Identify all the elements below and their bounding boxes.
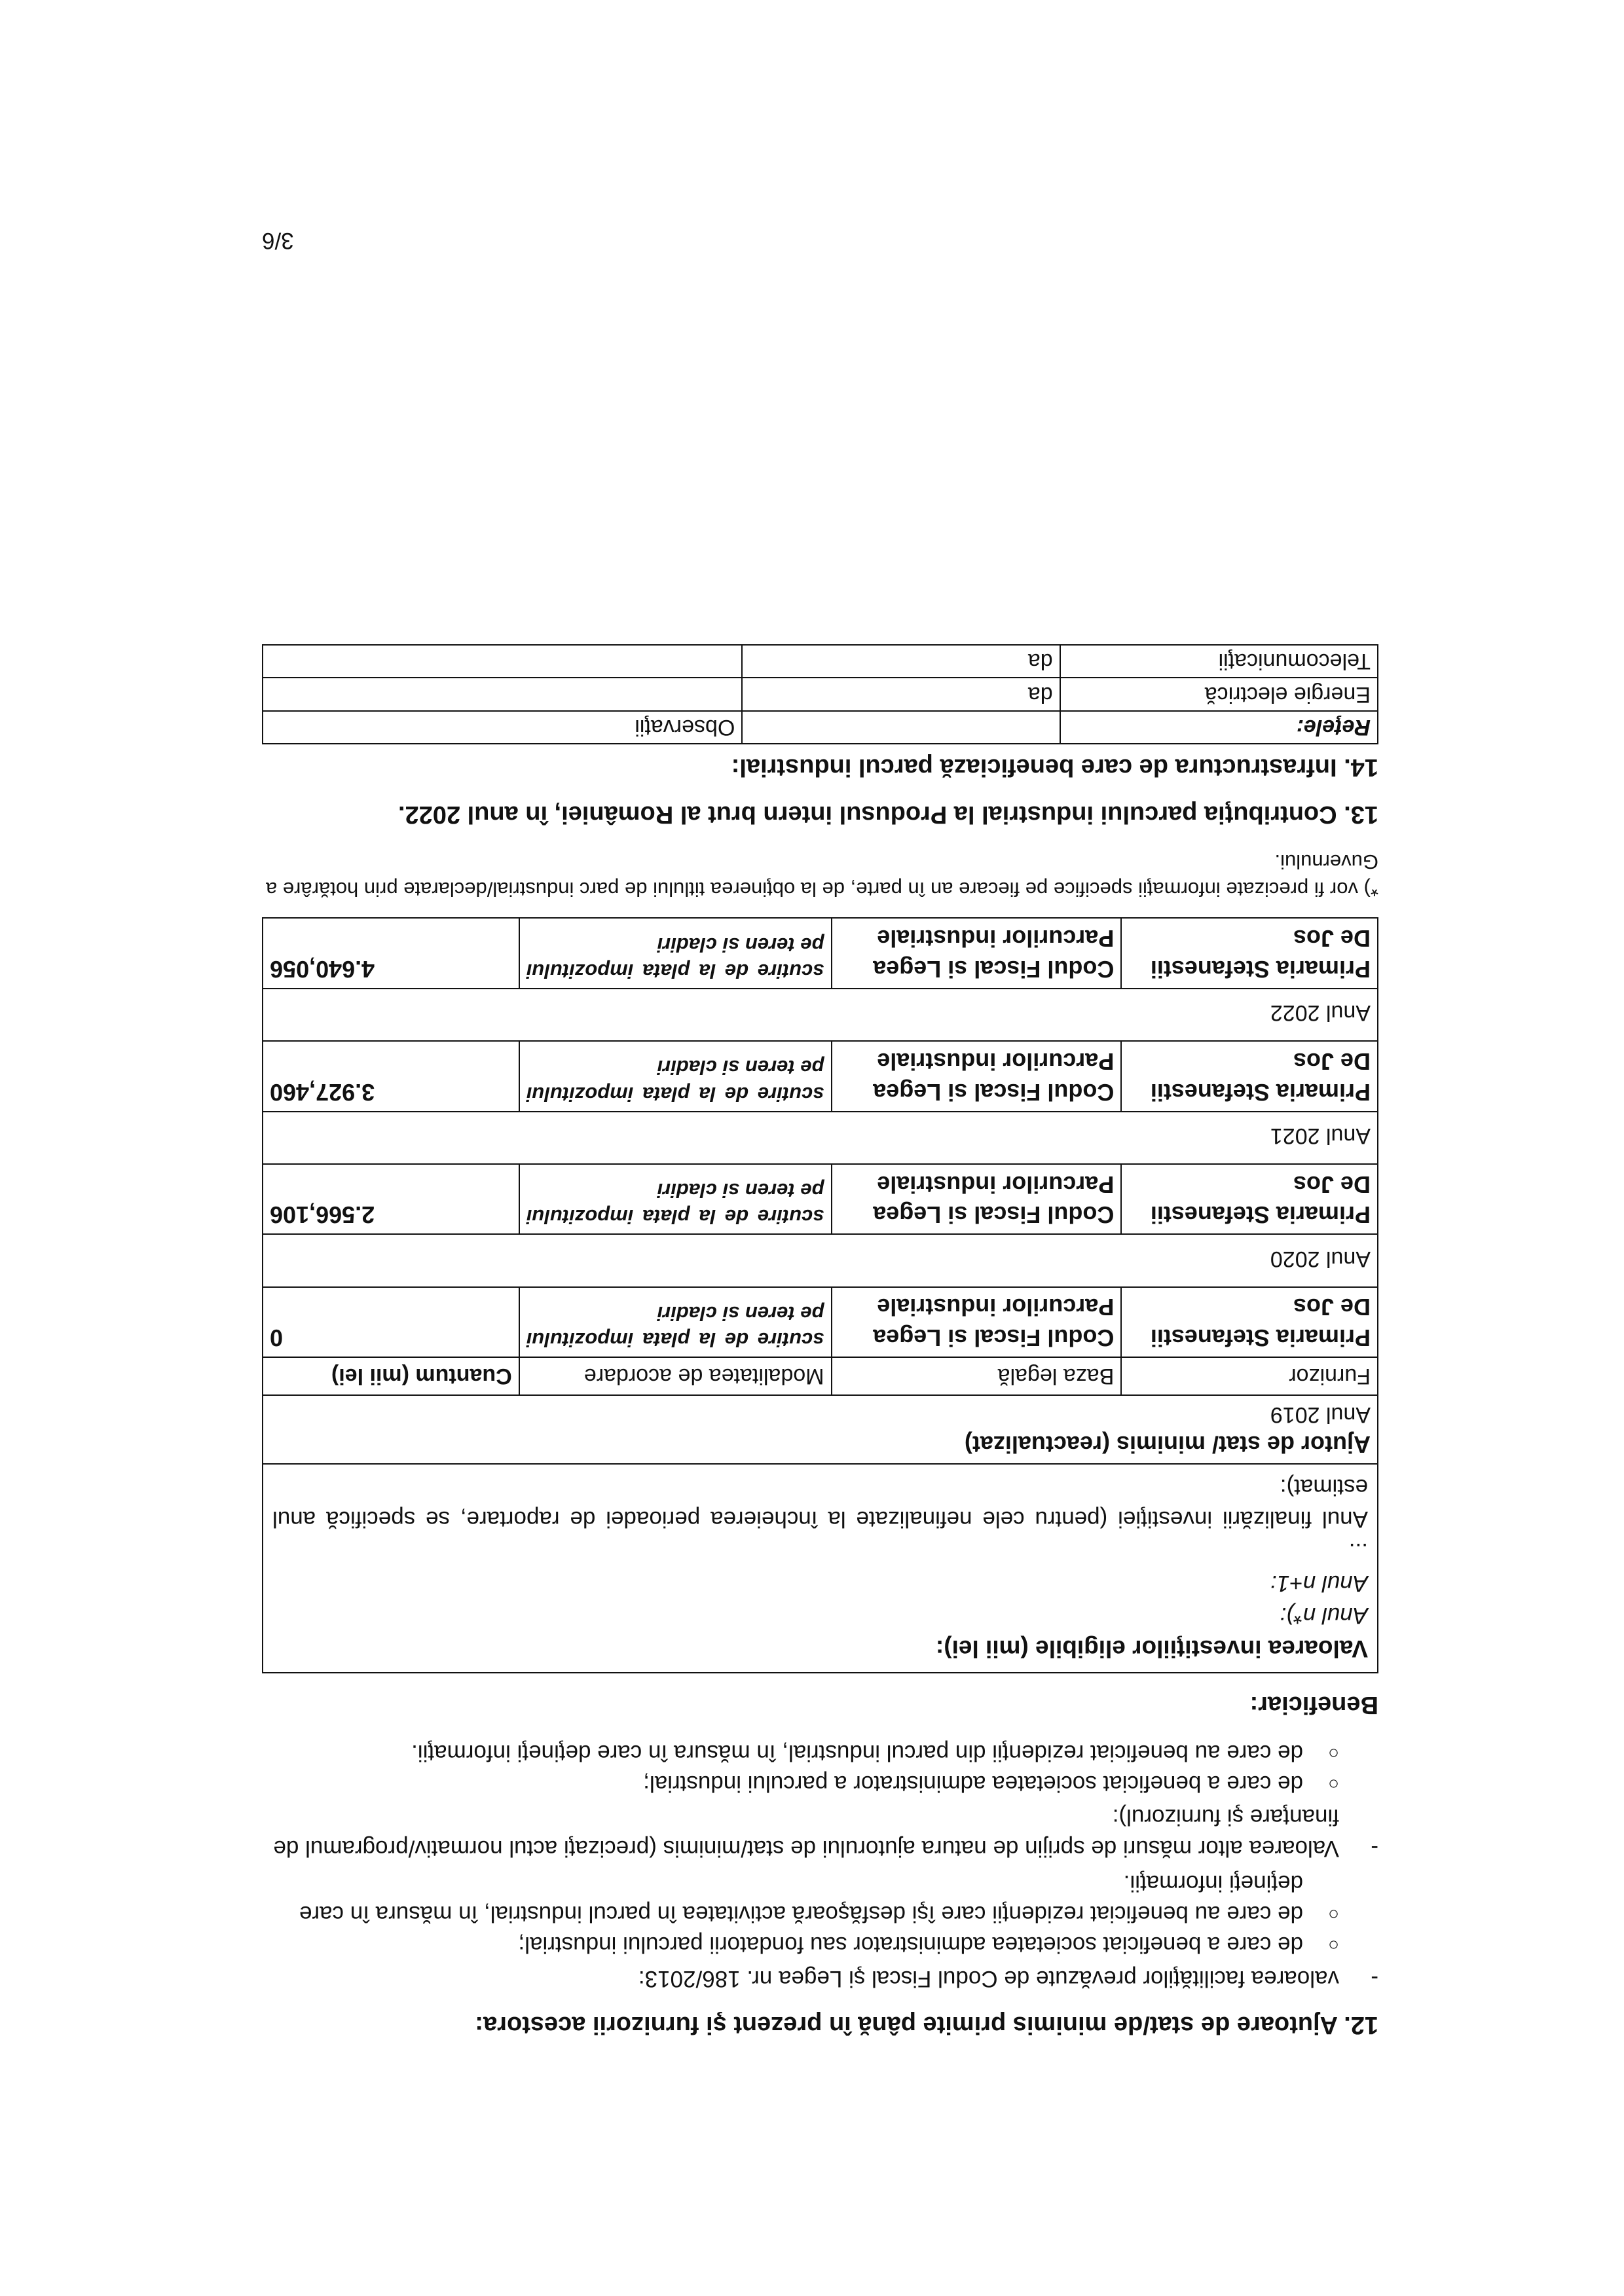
infrastructure-header-row	[263, 711, 1378, 744]
cell-cuantum: 2.566,106	[263, 1164, 519, 1235]
cell-cuantum: 0	[263, 1287, 519, 1358]
cell-cuantum: 3.927,460	[263, 1041, 519, 1112]
table-row	[263, 645, 1378, 678]
dash-item-1	[262, 1963, 1378, 1994]
section-13-title: 13. Contribuţia parcului industrial la Produsul intern brut al României, în anul 2022.	[397, 800, 1378, 828]
header-value	[742, 711, 1060, 744]
cell-baza-legala: Codul Fiscal si Legea Parcurilor industriale	[832, 918, 1122, 989]
cell-furnizor: Primaria Stefanestii De Jos	[1121, 918, 1378, 989]
sub-item	[262, 1929, 1339, 1960]
header-modalitate: Modalitatea de acordare	[519, 1357, 832, 1395]
sub-item-text: de care a beneficiat societatea administrator a parcului industrial;	[643, 1771, 1303, 1797]
investments-year-n1: Anul n+1:	[1270, 1571, 1368, 1597]
sub-item-text: de care au beneficiat rezidenţii din parcul industrial, în măsura în care deţineţi informaţii.	[411, 1740, 1303, 1766]
aid-table	[262, 917, 1378, 1463]
header-baza-legala: Baza legală	[832, 1357, 1122, 1395]
cell-furnizor: Primaria Stefanestii De Jos	[1121, 1041, 1378, 1112]
dash-item-2	[262, 1802, 1378, 1864]
sub-item	[262, 1768, 1339, 1799]
section-12-title: 12. Ajutoare de stat/de minimis primite până în prezent şi furnizorii acestora:	[475, 2011, 1378, 2039]
year-row	[263, 1112, 1378, 1164]
footnote: *) vor fi precizate informaţii specifice pe fiecare an în parte, de la obţinerea titlului de parc industrial/declarate prin hotărâre a Guvernului.	[265, 850, 1378, 902]
aid-table-title-cell	[263, 1395, 1378, 1463]
cell-network-value: da	[742, 645, 1060, 678]
beneficiar-label: Beneficiar:	[1249, 1690, 1378, 1719]
table-row	[263, 1287, 1378, 1358]
aid-table-title: Ajutor de stat/ minimis (reactualizat)	[964, 1431, 1371, 1459]
circle-bullet-icon: ○	[1328, 1774, 1339, 1795]
circle-bullet-icon: ○	[1328, 1904, 1339, 1925]
cell-network-observations	[263, 645, 742, 678]
sub-item-text: de care au beneficiat rezidenţii care îşi desfăşoară activitatea în parcul industrial, în măsura în care deţineţi informaţii.	[299, 1870, 1303, 1927]
investments-year-n: Anul n*):	[1280, 1603, 1368, 1629]
investments-ellipsis: ...	[1348, 1539, 1368, 1565]
sub-item	[262, 1738, 1339, 1768]
page-content	[262, 644, 1378, 2041]
sub-item	[262, 1868, 1339, 1930]
cell-furnizor: Primaria Stefanestii De Jos	[1121, 1164, 1378, 1235]
cell-network-observations	[263, 678, 742, 710]
circle-bullet-icon: ○	[1328, 1935, 1339, 1956]
cell-modalitate: scutire de la plata impozitului pe teren si cladiri	[519, 1041, 832, 1112]
cell-network-name: Energie electrică	[1060, 678, 1378, 710]
dash-item-text: Valoarea altor măsuri de sprijin de natura ajutorului de stat/minimis (precizaţi actul normativ/programul de finanţare şi furnizorul):	[273, 1804, 1339, 1861]
aid-table-title-row	[263, 1395, 1378, 1463]
year-label: Anul 2020	[263, 1234, 1378, 1286]
circle-bullet-icon: ○	[1328, 1743, 1339, 1764]
table-row	[263, 918, 1378, 989]
page-number: 3/6	[262, 228, 294, 253]
aid-table-header-row	[263, 1357, 1378, 1395]
year-row	[263, 1234, 1378, 1286]
section-14-title: 14. Infrastructura de care beneficiază parcul industrial:	[731, 754, 1378, 782]
cell-baza-legala: Codul Fiscal si Legea Parcurilor industriale	[832, 1287, 1122, 1358]
dash-marker: -	[1371, 1835, 1378, 1861]
header-retele: Reţele:	[1060, 711, 1378, 744]
dash-marker: -	[1371, 1965, 1378, 1992]
investments-finalization-year: Anul finalizării investiţiei (pentru cele nefinalizate la încheierea perioadei de raportare, se specifică anul estimat):	[272, 1474, 1368, 1533]
year-label: Anul 2021	[263, 1112, 1378, 1164]
cell-network-name: Telecomunicaţii	[1060, 645, 1378, 678]
infrastructure-table	[262, 644, 1378, 744]
cell-baza-legala: Codul Fiscal si Legea Parcurilor industriale	[832, 1041, 1122, 1112]
header-furnizor: Furnizor	[1121, 1357, 1378, 1395]
year-row	[263, 989, 1378, 1041]
cell-network-value: da	[742, 678, 1060, 710]
header-observatii: Observaţii	[263, 711, 742, 744]
cell-modalitate: scutire de la plata impozitului pe teren si cladiri	[519, 1287, 832, 1358]
cell-furnizor: Primaria Stefanestii De Jos	[1121, 1287, 1378, 1358]
header-cuantum: Cuantum (mii lei)	[263, 1357, 519, 1395]
investments-box	[262, 1463, 1378, 1673]
cell-cuantum: 4.640,056	[263, 918, 519, 989]
sub-item-text: de care a beneficiat societatea administrator sau fondatorii parcului industrial;	[518, 1932, 1303, 1958]
table-row	[263, 1164, 1378, 1235]
cell-modalitate: scutire de la plata impozitului pe teren si cladiri	[519, 918, 832, 989]
year-label: Anul 2022	[263, 989, 1378, 1041]
table-row	[263, 678, 1378, 710]
year-label: Anul 2019	[1270, 1402, 1371, 1427]
table-row	[263, 1041, 1378, 1112]
dash-item-text: valoarea facilităţilor prevăzute de Codul Fiscal şi Legea nr. 186/2013:	[638, 1965, 1339, 1992]
cell-baza-legala: Codul Fiscal si Legea Parcurilor industriale	[832, 1164, 1122, 1235]
cell-modalitate: scutire de la plata impozitului pe teren si cladiri	[519, 1164, 832, 1235]
investments-title: Valoarea investiţiilor eligibile (mii lei):	[935, 1635, 1368, 1663]
